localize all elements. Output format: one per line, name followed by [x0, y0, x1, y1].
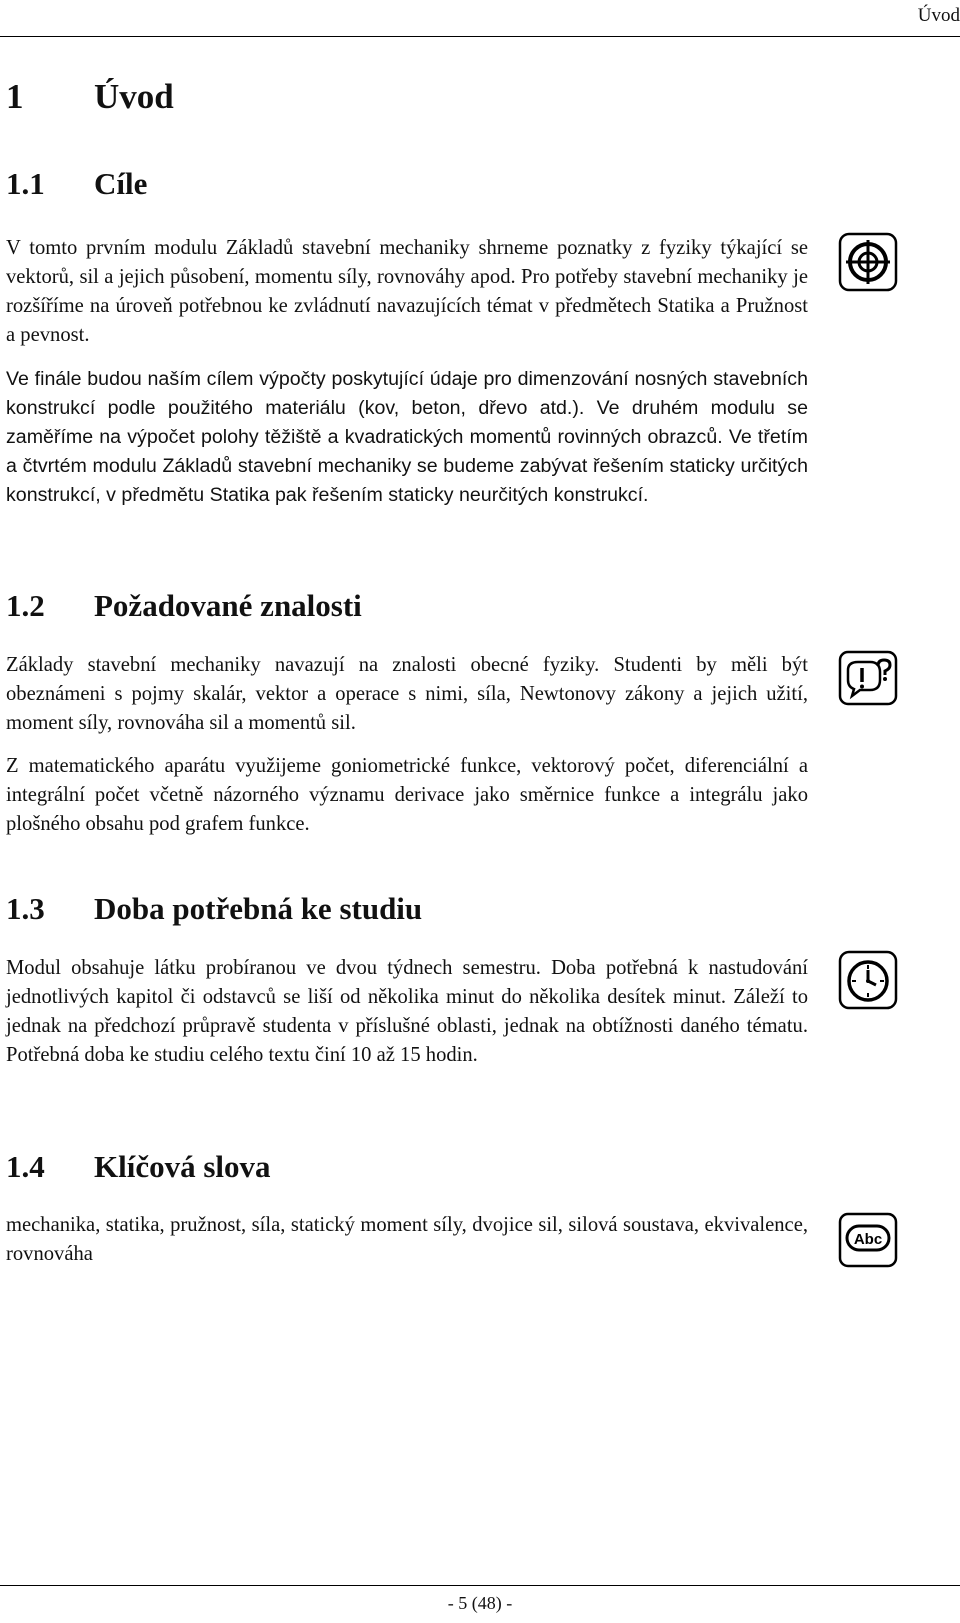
section-title-prerequisites: [6, 586, 362, 626]
page-footer: [0, 1585, 960, 1623]
chapter-number: 1: [6, 77, 24, 116]
running-title: Úvod: [917, 5, 960, 26]
prerequisites-paragraph-1: Základy stavební mechaniky navazují na znalosti obecné fyziky. Studenti by měli být obeznámeni s pojmy skalár, vektor a operace s nimi, síla, Newtonovy zákony a jejich užití, moment síly, rovnováha sil a momentů sil.: [6, 654, 808, 734]
section-number: 1.2: [6, 588, 45, 623]
goals-paragraph-2: Ve finále budou naším cílem výpočty poskytující údaje pro dimenzování nosných stavebních konstrukcí podle použitého materiálu (kov, beton, dřevo atd.). Ve druhém modulu se zaměříme na výpočet polohy těžiště a kvadratických momentů rovinných obrazců. Ve třetím a čtvrtém modulu Základů stavební mechaniky se budeme zabývat řešením staticky určitých konstrukcí, v předmětu Statika pak řešením staticky neurčitých konstrukcí.: [6, 368, 808, 506]
keywords-paragraph: mechanika, statika, pružnost, síla, statický moment síly, dvojice sil, silová soustava, ekvivalence, rovnováha: [6, 1214, 808, 1265]
abc-keyword-icon: [838, 1212, 898, 1268]
abc-keyword-icon-text: Abc: [853, 1231, 883, 1248]
section-number: 1.4: [6, 1149, 45, 1184]
section-title-study-time: [6, 889, 422, 929]
study-time-paragraph: Modul obsahuje látku probíranou ve dvou týdnech semestru. Doba potřebná k nastudování jednotlivých kapitol či odstavců se liší od několika minut do několika desítek minut. Záleží to jednak na předchozí průpravě studenta v příslušné oblasti, jednak na obtížnosti daného tématu. Potřebná doba ke studiu celého textu činí 10 až 15 hodin.: [6, 957, 808, 1066]
page-number: - 5 (48) -: [447, 1593, 513, 1613]
chapter-heading: Úvod: [94, 77, 174, 116]
section-heading: Cíle: [94, 166, 148, 201]
target-icon: [838, 232, 898, 292]
section-title-keywords: [6, 1147, 271, 1187]
section-title-goals: [6, 164, 147, 204]
chapter-title: [6, 72, 174, 122]
prerequisites-paragraph-2: Z matematického aparátu využijeme goniometrické funkce, vektorový počet, diferenciální a integrální počet včetně názorného významu derivace jako směrnice funkce a integrálu jako plošného obsahu pod grafem funkce.: [6, 755, 808, 835]
section-number: 1.3: [6, 891, 45, 926]
page-header: [0, 0, 960, 37]
section-heading: Doba potřebná ke studiu: [94, 891, 423, 926]
clock-icon: [838, 950, 898, 1010]
section-heading: Klíčová slova: [94, 1149, 271, 1184]
goals-paragraph-1: V tomto prvním modulu Základů stavební mechaniky shrneme poznatky z fyziky týkající se vektorů, sil a jejich působení, momentu síly, rovnováhy apod. Pro potřeby stavební mechaniky je rozšíříme na úroveň potřebnou ke zvládnutí navazujících témat v předmětech Statika a Pružnost a pevnost.: [6, 237, 808, 346]
question-exclamation-icon: [838, 650, 898, 706]
section-heading: Požadované znalosti: [94, 588, 362, 623]
section-number: 1.1: [6, 166, 45, 201]
